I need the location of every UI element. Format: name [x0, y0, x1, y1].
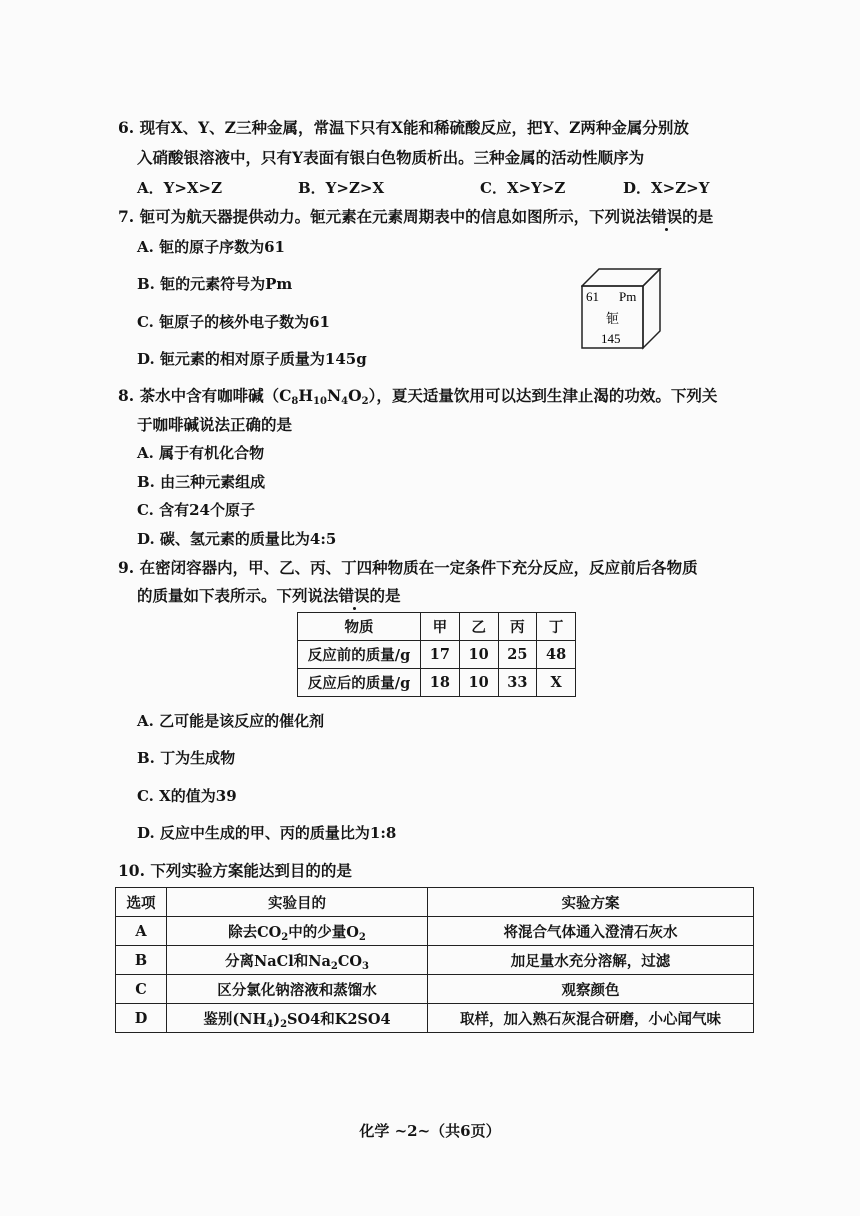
q6-option-b: B．Y>Z>X — [298, 179, 385, 197]
q9-emphasis: 错误 — [338, 586, 370, 605]
q9-stem-line2: 的质量如下表所示。下列说法错误的是 — [137, 586, 401, 605]
table-cell: 加足量水充分溶解，过滤 — [428, 946, 754, 975]
table-header-cell: 选项 — [116, 888, 167, 917]
table-header-cell: 乙 — [459, 613, 498, 641]
element-name: 钷 — [606, 312, 620, 327]
table-cell: A — [116, 917, 167, 946]
table-cell: 17 — [421, 641, 460, 669]
table-cell: 观察颜色 — [428, 975, 754, 1004]
table-cell: 区分氯化钠溶液和蒸馏水 — [167, 975, 428, 1004]
table-cell: 反应后的质量/g — [298, 669, 421, 697]
table-header-cell: 实验目的 — [167, 888, 428, 917]
table-cell: 鉴别$(NH_4)_2SO4$和K2SO4 — [167, 1004, 428, 1033]
table-row — [116, 1004, 754, 1033]
page-footer: 化学 ~2~（共6页） — [359, 1122, 501, 1140]
table-cell: 25 — [498, 641, 537, 669]
table-header-cell: 物质 — [298, 613, 421, 641]
element-cube-figure — [581, 268, 663, 350]
table-row — [298, 669, 576, 697]
table-cell: 反应前的质量/g — [298, 641, 421, 669]
q6-stem-line1: 6. 现有X、Y、Z三种金属，常温下只有X能和稀硫酸反应，把Y、Z两种金属分别放 — [118, 118, 689, 137]
q7-option-d: D. 钷元素的相对原子质量为145g — [137, 350, 367, 368]
q10-experiment-table — [115, 887, 754, 1033]
table-header-cell: 甲 — [421, 613, 460, 641]
table-row — [116, 917, 754, 946]
q6-option-c: C．X>Y>Z — [480, 179, 566, 197]
table-cell: X — [537, 669, 576, 697]
table-row — [298, 641, 576, 669]
table-row — [298, 613, 576, 641]
table-cell: 取样，加入熟石灰混合研磨，小心闻气味 — [428, 1004, 754, 1033]
element-number: 61 — [586, 289, 599, 304]
table-cell: 除去$CO_2$中的少量$O_2$ — [167, 917, 428, 946]
q7-option-c: C. 钷原子的核外电子数为61 — [137, 313, 330, 331]
q9-stem-line1: 9. 在密闭容器内，甲、乙、丙、丁四种物质在一定条件下充分反应，反应前后各物质 — [118, 558, 698, 577]
table-cell: 将混合气体通入澄清石灰水 — [428, 917, 754, 946]
table-cell: 10 — [459, 641, 498, 669]
q9-mass-table — [297, 612, 576, 697]
q8-option-b: B. 由三种元素组成 — [137, 473, 266, 491]
table-header-cell: 实验方案 — [428, 888, 754, 917]
q9-option-a: A. 乙可能是该反应的催化剂 — [137, 712, 325, 730]
table-cell: 18 — [421, 669, 460, 697]
table-header-cell: 丙 — [498, 613, 537, 641]
table-cell: B — [116, 946, 167, 975]
q9-option-d: D. 反应中生成的甲、丙的质量比为1:8 — [137, 824, 397, 842]
table-cell: 分离NaCl和$Na_2CO_3$ — [167, 946, 428, 975]
q6-option-a: A．Y>X>Z — [137, 179, 223, 197]
q9-option-c: C. X的值为39 — [137, 787, 237, 805]
table-row — [116, 975, 754, 1004]
table-header-cell: 丁 — [537, 613, 576, 641]
element-mass: 145 — [601, 331, 621, 346]
q8-stem-line1: 8. 茶水中含有咖啡碱$(C_8H_{10}N_4O_2)$，夏天适量饮用可以达到生津止渴的功效。下列关 — [118, 386, 718, 407]
q7-option-a: A. 钷的原子序数为61 — [137, 238, 285, 256]
table-row — [116, 946, 754, 975]
table-cell: C — [116, 975, 167, 1004]
q8-option-a: A. 属于有机化合物 — [137, 444, 265, 462]
table-cell: 10 — [459, 669, 498, 697]
q7-option-b: B. 钷的元素符号为Pm — [137, 275, 293, 293]
q6-option-d: D．X>Z>Y — [623, 179, 710, 197]
q7-emphasis: 错误 — [651, 207, 683, 226]
q6-stem-line2: 入硝酸银溶液中，只有Y表面有银白色物质析出。三种金属的活动性顺序为 — [137, 148, 645, 167]
table-cell: 48 — [537, 641, 576, 669]
table-cell: 33 — [498, 669, 537, 697]
table-row — [116, 888, 754, 917]
q10-stem: 10. 下列实验方案能达到目的的是 — [118, 861, 352, 880]
element-symbol: Pm — [619, 289, 637, 304]
q8-option-c: C. 含有24个原子 — [137, 501, 255, 519]
table-cell: D — [116, 1004, 167, 1033]
q8-stem-line2: 于咖啡碱说法正确的是 — [137, 415, 293, 434]
q9-option-b: B. 丁为生成物 — [137, 749, 236, 767]
q8-option-d: D. 碳、氢元素的质量比为4:5 — [137, 530, 337, 548]
q7-stem: 7. 钷可为航天器提供动力。钷元素在元素周期表中的信息如图所示，下列说法错误的是 — [118, 207, 714, 226]
